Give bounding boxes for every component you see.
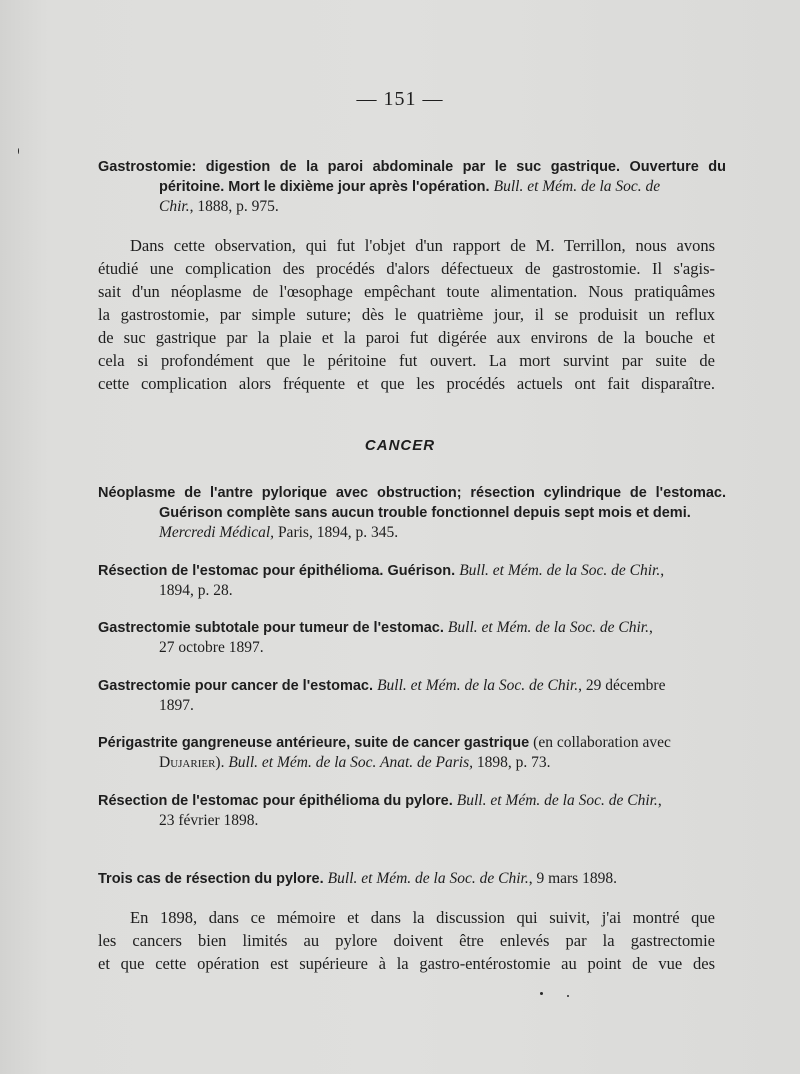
entry-title-line: Gastrectomie pour cancer de l'estomac. Bull. et Mém. de la Soc. de Chir., 29 décembre <box>98 677 666 694</box>
journal-name: Mercredi Médical, <box>159 524 275 541</box>
entry-title-line: Gastrostomie: digestion de la paroi abdominale par le suc gastrique. Ouverture du <box>98 159 726 175</box>
entry-title-line: Résection de l'estomac pour épithélioma du pylore. Bull. et Mém. de la Soc. de Chir., <box>98 792 662 809</box>
entry-title-text: Résection de l'estomac pour épithélioma. Guérison. <box>98 563 456 579</box>
scan-speck <box>540 992 543 995</box>
entry-reference: Bull. et Mém. de la Soc. de Chir. <box>447 619 649 636</box>
scan-speck <box>567 995 569 997</box>
paragraph-line: étudié une complication des procédés d'alors défectueux de gastrostomie. Il s'agis- <box>98 259 715 278</box>
entry-reference: Bull. et Mém. de la Soc. de Chir. <box>327 870 529 887</box>
entry-title-text: Résection de l'estomac pour épithélioma du pylore. <box>98 793 453 809</box>
entry-citation: 1894, p. 28. <box>159 582 233 599</box>
entry-title-text: Périgastrite gangreneuse antérieure, suite de cancer gastrique <box>98 735 530 751</box>
scan-speck <box>18 148 19 154</box>
entry-citation: 1897. <box>159 697 194 714</box>
paragraph-line: la gastrostomie, par simple suture; dès le quatrième jour, il se produisit un reflux <box>98 305 715 324</box>
section-heading: CANCER <box>364 437 436 454</box>
bibliography-entry-resection-pylore <box>98 791 726 831</box>
entry-citation: 1898, p. 73. <box>473 754 551 771</box>
bibliography-entry-resection-1894 <box>98 561 726 601</box>
bibliography-entry-gastrectomie-subtotale <box>98 618 726 658</box>
entry-citation: , 1888, p. 975. <box>189 198 279 215</box>
bibliography-entry-gastrostomie <box>98 157 726 217</box>
bibliography-entry-gastrectomie-cancer <box>98 676 726 716</box>
entry-reference: Bull. et Mém. de la Soc. de Chir. <box>456 792 658 809</box>
page-number: — 151 — <box>356 88 444 110</box>
entry-title-line: Gastrectomie subtotale pour tumeur de l'estomac. Bull. et Mém. de la Soc. de Chir., <box>98 619 653 636</box>
journal-name: Bull. et Mém. de la Soc. Anat. de Paris, <box>228 754 473 771</box>
entry-title-text: Gastrectomie pour cancer de l'estomac. <box>98 678 374 694</box>
entry-title-text: Trois cas de résection du pylore. <box>98 871 324 887</box>
paragraph-line: les cancers bien limités au pylore doivent être enlevés par la gastrectomie <box>98 931 715 950</box>
entry-title-text: péritoine. Mort le dixième jour après l'opération. <box>159 179 490 195</box>
entry-reference-line: Dujarier). Bull. et Mém. de la Soc. Anat. de Paris, 1898, p. 73. <box>159 754 551 771</box>
entry-reference: Bull. et Mém. de la Soc. de Chir. <box>459 562 661 579</box>
paragraph-line: cela si profondément que le péritoine fut ouvert. La mort survint par suite de <box>98 351 715 370</box>
paragraph-line: sait d'un néoplasme de l'œsophage empêchant toute alimentation. Nous pratiquâmes <box>98 282 715 301</box>
entry-title-line <box>98 177 726 197</box>
commentary-paragraph <box>98 906 715 975</box>
entry-reference-line <box>98 523 726 543</box>
paragraph-line: En 1898, dans ce mémoire et dans la discussion qui suivit, j'ai montré que <box>130 908 715 927</box>
entry-citation: 23 février 1898. <box>159 812 259 829</box>
bibliography-entry-trois-cas <box>98 869 726 889</box>
entry-reference: (en collaboration avec <box>533 734 671 751</box>
bibliography-entry-neoplasme <box>98 483 726 543</box>
entry-title-line <box>98 733 726 753</box>
entry-reference: Bull. et Mém. de la Soc. de Chir. <box>377 677 579 694</box>
entry-title-line: Néoplasme de l'antre pylorique avec obstruction; résection cylindrique de l'estomac. <box>98 485 726 501</box>
entry-title-text: Gastrectomie subtotale pour tumeur de l'estomac. <box>98 620 444 636</box>
bibliography-entry-perigastrite <box>98 733 726 773</box>
entry-title-line: Trois cas de résection du pylore. Bull. et Mém. de la Soc. de Chir., 9 mars 1898. <box>98 870 617 887</box>
paragraph-line: de suc gastrique par la plaie et la paroi fut digérée aux environs de la bouche et <box>98 328 715 347</box>
entry-title-line: Résection de l'estomac pour épithélioma. Guérison. Bull. et Mém. de la Soc. de Chir., <box>98 562 665 579</box>
journal-abbrev: Chir. <box>159 198 190 215</box>
entry-reference: Bull. et Mém. de la Soc. de <box>493 178 661 195</box>
entry-reference-line <box>98 197 726 217</box>
paragraph-line: cette complication alors fréquente et que les procédés actuels ont fait disparaître. <box>98 374 715 393</box>
entry-citation: 27 octobre 1897. <box>159 639 264 656</box>
collaborator-name: Dujarier <box>159 754 216 771</box>
paragraph-line: Dans cette observation, qui fut l'objet d'un rapport de M. Terrillon, nous avons <box>130 236 715 255</box>
commentary-paragraph <box>98 234 715 395</box>
paragraph-line: et que cette opération est supérieure à la gastro-entérostomie au point de vue des <box>98 954 715 973</box>
entry-citation: Paris, 1894, p. 345. <box>274 524 399 541</box>
entry-title-line: Guérison complète sans aucun trouble fonctionnel depuis sept mois et demi. <box>159 505 691 521</box>
